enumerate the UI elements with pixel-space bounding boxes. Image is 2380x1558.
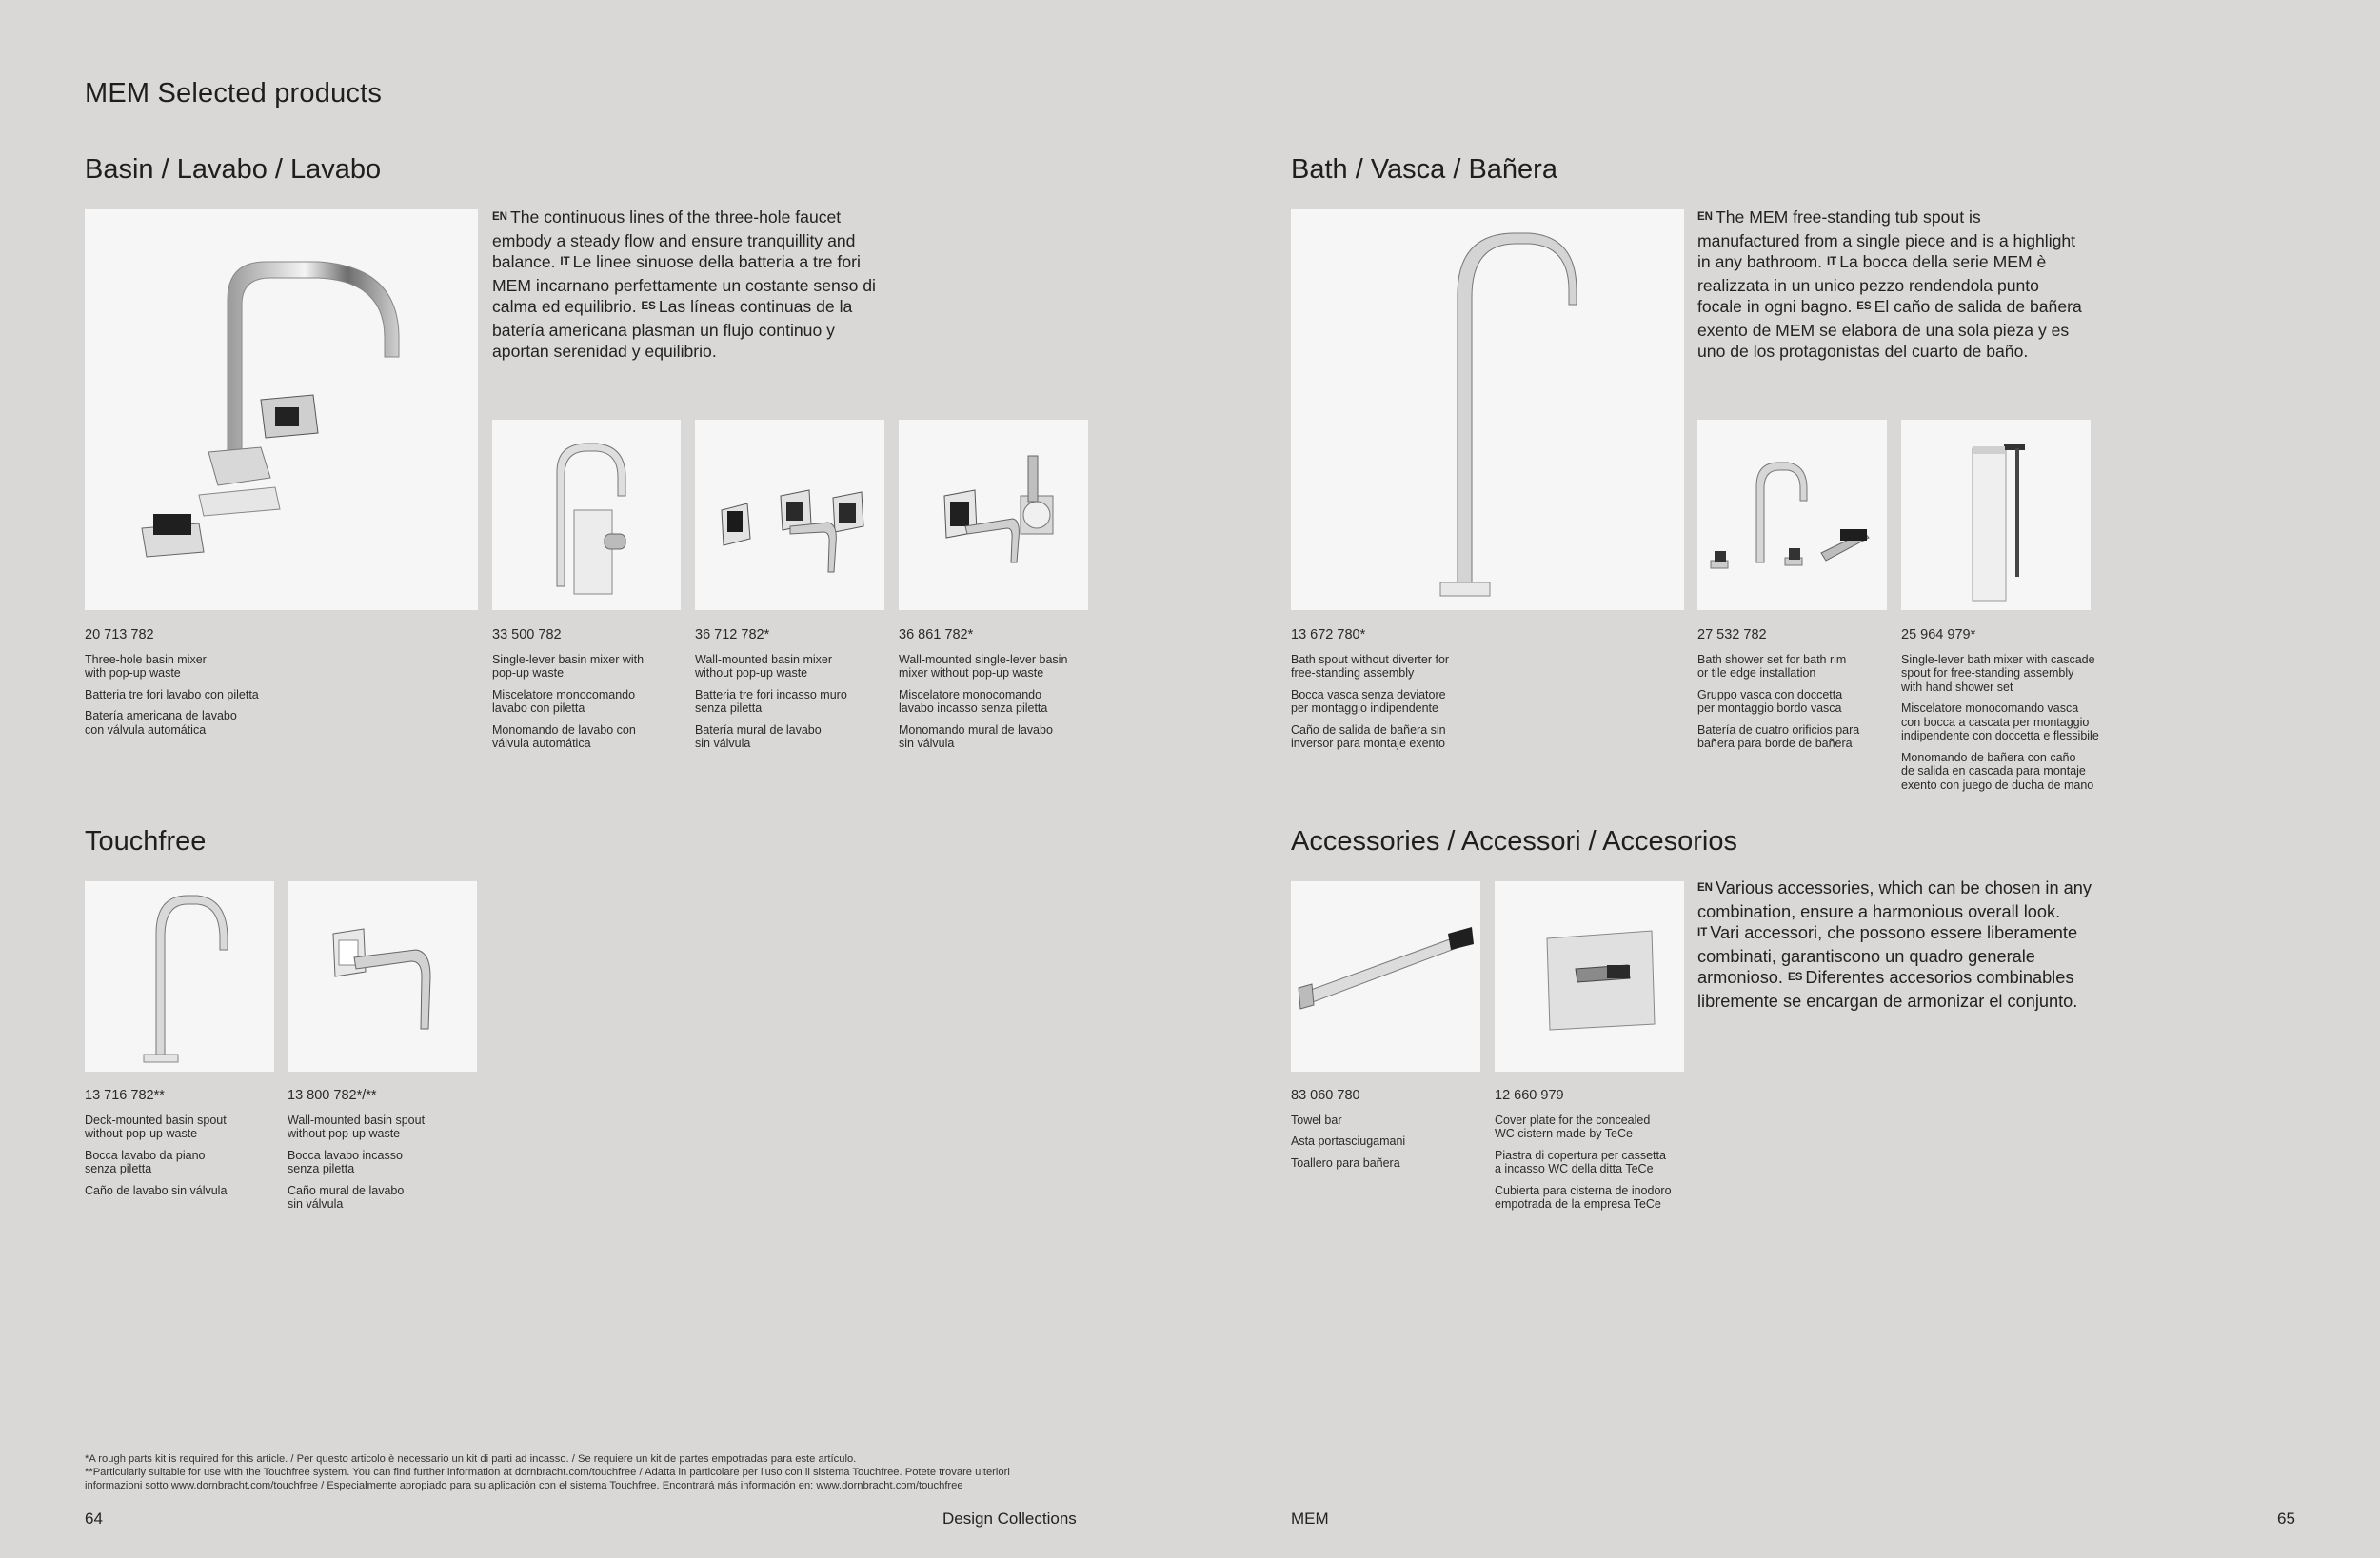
page-number-right: 65 (2277, 1509, 2295, 1528)
product-13716782 (85, 1089, 280, 1205)
single-lever-mixer-image (492, 420, 681, 610)
accessories-intro-it: Vari accessori, che possono essere liberamente combinati, garantiscono un quadro generale armonioso. (1697, 923, 2078, 987)
deck-spout-icon (85, 881, 274, 1072)
product-desc-en: Single-lever basin mixer with pop-up waste (492, 652, 645, 680)
basin-intro (492, 207, 887, 362)
it-tag: IT (1826, 256, 1837, 267)
bath-intro-it: La bocca della serie MEM è realizzata in un unico pezzo rendendola punto focale in ogni bagno. (1697, 252, 2047, 316)
product-desc-it: Asta portasciugamani (1291, 1134, 1406, 1148)
product-desc-en: Wall-mounted basin spout without pop-up waste (288, 1113, 426, 1140)
wall-single-lever-image (899, 420, 1088, 610)
footnotes (85, 1452, 1160, 1492)
product-desc-it: Gruppo vasca con doccetta per montaggio bordo vasca (1697, 687, 1843, 715)
towel-bar-icon (1291, 881, 1480, 1072)
bath-shower-set-icon (1697, 420, 1887, 610)
bath-intro-es: El caño de salida de bañera exento de MEM se elabora de una sola pieza y es uno de los protagonistas del cuarto de baño. (1697, 297, 2082, 361)
en-tag: EN (1697, 882, 1713, 894)
product-desc-es: Caño de lavabo sin válvula (85, 1183, 228, 1197)
product-36861782 (899, 628, 1099, 759)
three-hole-mixer-image (85, 209, 478, 610)
bath-intro-en: The MEM free-standing tub spout is manufactured from a single piece and is a highlight in any bathroom. (1697, 207, 2076, 271)
basin-section-title: Basin / Lavabo / Lavabo (85, 154, 382, 185)
bath-section-title: Bath / Vasca / Bañera (1291, 154, 1557, 185)
basin-intro-es: Las líneas continuas de la batería americana plasman un flujo continuo y aportan serenidad y equilibrio. (492, 297, 853, 361)
product-desc-en: Cover plate for the concealed WC cistern made by TeCe (1495, 1113, 1651, 1140)
wall-mixer-icon (695, 420, 884, 610)
bath-spout-icon (1291, 209, 1684, 610)
accessories-intro-es: Diferentes accesorios combinables libremente se encargan de armonizar el conjunto. (1697, 968, 2078, 1011)
product-number: 27 532 782 (1697, 627, 1767, 642)
bath-spout-image (1291, 209, 1684, 610)
product-number: 12 660 979 (1495, 1088, 1564, 1103)
product-desc-en: Deck-mounted basin spout without pop-up waste (85, 1113, 227, 1140)
product-number: 20 713 782 (85, 627, 154, 642)
product-12660979 (1495, 1089, 1699, 1219)
en-tag: EN (492, 211, 507, 223)
product-desc-it: Miscelatore monocomando lavabo incasso senza piletta (899, 687, 1048, 715)
product-desc-es: Batería americana de lavabo con válvula automática (85, 709, 237, 737)
product-desc-it: Batteria tre fori lavabo con piletta (85, 687, 259, 701)
product-desc-it: Miscelatore monocomando lavabo con piletta (492, 687, 636, 715)
bath-intro (1697, 207, 2088, 362)
product-desc-es: Monomando de lavabo con válvula automática (492, 722, 636, 750)
bath-mixer-cascade-icon (1901, 420, 2091, 610)
accessories-intro-en: Various accessories, which can be chosen in any combination, ensure a harmonious overall look. (1697, 878, 2092, 921)
page-title: MEM Selected products (85, 78, 383, 108)
product-desc-en: Wall-mounted single-lever basin mixer without pop-up waste (899, 652, 1068, 680)
product-desc-it: Miscelatore monocomando vasca con bocca a cascata per montaggio indipendente con doccetta e flessibile (1901, 701, 2099, 742)
product-83060780 (1291, 1089, 1486, 1177)
three-hole-mixer-icon (85, 209, 478, 610)
bath-mixer-cascade-image (1901, 420, 2091, 610)
it-tag: IT (560, 256, 570, 267)
basin-intro-en: The continuous lines of the three-hole faucet embody a steady flow and ensure tranquillity and balance. (492, 207, 856, 271)
product-number: 36 861 782* (899, 627, 974, 642)
single-lever-mixer-icon (492, 420, 681, 610)
product-desc-en: Towel bar (1291, 1113, 1342, 1127)
product-27532782 (1697, 628, 1893, 759)
product-number: 13 800 782*/** (288, 1088, 377, 1103)
product-desc-en: Wall-mounted basin mixer without pop-up waste (695, 652, 833, 680)
product-desc-en: Single-lever bath mixer with cascade spout for free-standing assembly with hand shower set (1901, 652, 2095, 694)
wall-single-lever-icon (899, 420, 1088, 610)
footnote-double-asterisk: **Particularly suitable for use with the Touchfree system. You can find further information at dornbracht.com/touchfree / Adatta in particolare per l'uso con il sistema Touchfree. Potete trovare ulteriori informazioni sotto www.dornbracht.com/touchfree / Especialmente apropiado para su aplicación con el sistema Touchfree. Encontrará más información en: www.dornbracht.com/touchfree (85, 1467, 1010, 1491)
en-tag: EN (1697, 211, 1713, 223)
product-desc-es: Cubierta para cisterna de inodoro empotrada de la empresa TeCe (1495, 1183, 1672, 1211)
es-tag: ES (1788, 972, 1803, 983)
product-desc-es: Caño de salida de bañera sin inversor para montaje exento (1291, 722, 1446, 750)
product-desc-it: Bocca lavabo incasso senza piletta (288, 1148, 403, 1175)
wc-cover-plate-icon (1495, 881, 1684, 1072)
product-13800782 (288, 1089, 483, 1219)
product-desc-it: Batteria tre fori incasso muro senza piletta (695, 687, 847, 715)
product-desc-es: Monomando de bañera con caño de salida en cascada para montaje exento con juego de ducha de mano (1901, 750, 2094, 792)
product-25964979 (1901, 628, 2106, 799)
towel-bar-image (1291, 881, 1480, 1072)
product-number: 13 716 782** (85, 1088, 165, 1103)
running-footer-right: MEM (1291, 1509, 1329, 1528)
product-desc-it: Bocca vasca senza deviatore per montaggio indipendente (1291, 687, 1446, 715)
basin-intro-it: Le linee sinuose della batteria a tre fori MEM incarnano perfettamente un costante senso di calma ed equilibrio. (492, 252, 876, 316)
product-13672780 (1291, 628, 1491, 759)
product-desc-en: Bath spout without diverter for free-standing assembly (1291, 652, 1450, 680)
product-desc-en: Three-hole basin mixer with pop-up waste (85, 652, 207, 680)
product-number: 83 060 780 (1291, 1088, 1360, 1103)
product-number: 33 500 782 (492, 627, 562, 642)
accessories-intro (1697, 878, 2097, 1012)
product-number: 36 712 782* (695, 627, 770, 642)
footnote-single-asterisk: *A rough parts kit is required for this article. / Per questo articolo è necessario un kit di parti ad incasso. / Se requiere un kit de partes empotradas para este artículo. (85, 1453, 857, 1465)
es-tag: ES (1856, 301, 1872, 312)
deck-spout-image (85, 881, 274, 1072)
product-desc-es: Batería mural de lavabo sin válvula (695, 722, 822, 750)
product-desc-es: Caño mural de lavabo sin válvula (288, 1183, 405, 1211)
wall-mixer-image (695, 420, 884, 610)
wall-spout-icon (288, 881, 477, 1072)
wall-spout-image (288, 881, 477, 1072)
it-tag: IT (1697, 927, 1708, 938)
product-number: 13 672 780* (1291, 627, 1366, 642)
product-36712782 (695, 628, 890, 759)
page-number-left: 64 (85, 1509, 103, 1528)
product-33500782 (492, 628, 687, 759)
product-desc-es: Monomando mural de lavabo sin válvula (899, 722, 1053, 750)
wc-cover-plate-image (1495, 881, 1684, 1072)
touchfree-section-title: Touchfree (85, 826, 207, 857)
bath-shower-set-image (1697, 420, 1887, 610)
product-desc-it: Bocca lavabo da piano senza piletta (85, 1148, 206, 1175)
product-number: 25 964 979* (1901, 627, 1976, 642)
product-desc-es: Batería de cuatro orificios para bañera para borde de bañera (1697, 722, 1860, 750)
product-desc-en: Bath shower set for bath rim or tile edge installation (1697, 652, 1847, 680)
running-footer-left: Design Collections (942, 1509, 1077, 1528)
product-desc-it: Piastra di copertura per cassetta a incasso WC della ditta TeCe (1495, 1148, 1666, 1175)
accessories-section-title: Accessories / Accessori / Accesorios (1291, 826, 1737, 857)
product-20713782 (85, 628, 285, 744)
es-tag: ES (641, 301, 656, 312)
product-desc-es: Toallero para bañera (1291, 1155, 1400, 1170)
